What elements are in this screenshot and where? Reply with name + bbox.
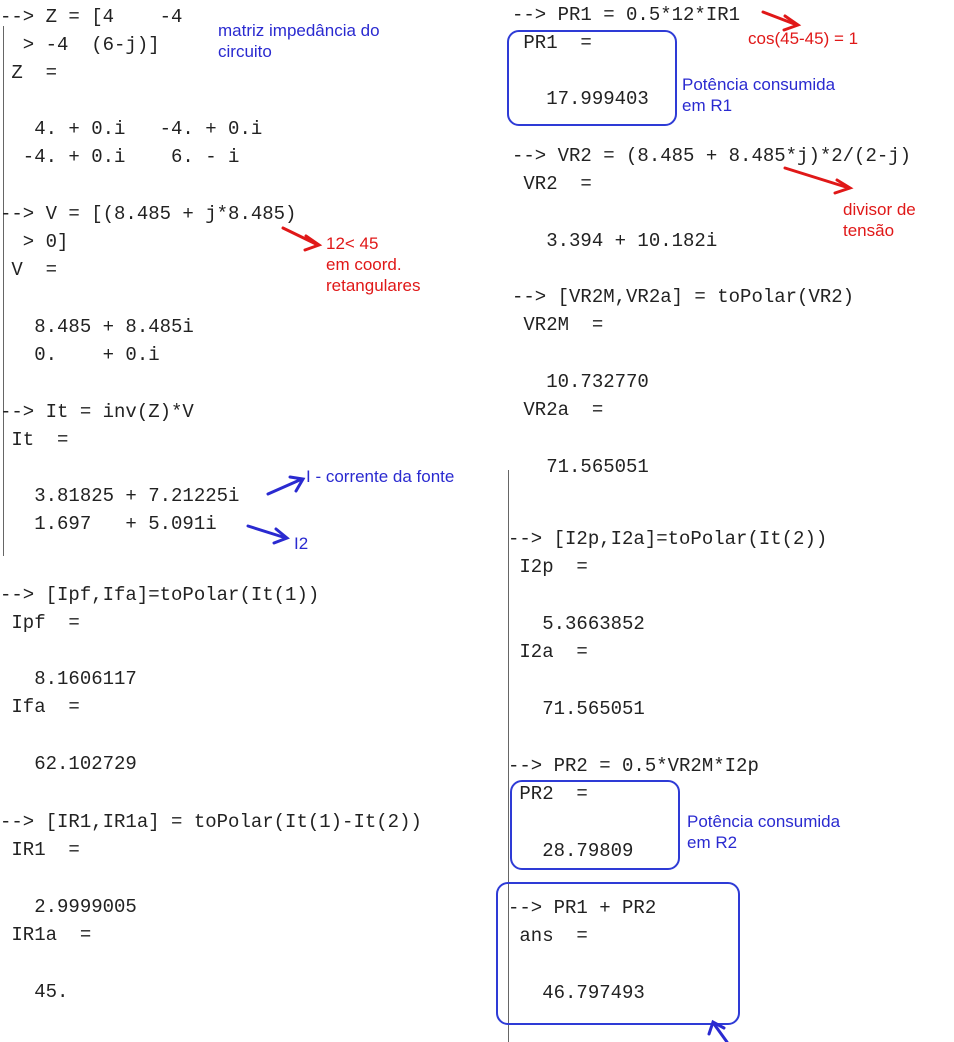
vr2-label: VR2 =: [512, 173, 592, 195]
it-row-2: 1.697 + 5.091i: [0, 513, 217, 535]
v-row-1: 8.485 + 8.485i: [0, 316, 194, 338]
pr1-label: PR1 =: [512, 32, 592, 54]
ans-command: --> PR1 + PR2: [508, 897, 657, 919]
ifa-value: 62.102729: [0, 753, 137, 775]
pr1-command: --> PR1 = 0.5*12*IR1: [512, 4, 741, 26]
v-command-line2: > 0]: [0, 231, 69, 253]
arrow-divisor-icon: [785, 168, 850, 193]
pr2-value: 28.79809: [508, 840, 634, 862]
note-i2: I2: [294, 534, 309, 553]
vr2a-value: 71.565051: [512, 456, 649, 478]
i2p-command: --> [I2p,I2a]=toPolar(It(2)): [508, 528, 828, 550]
v-label: V =: [0, 259, 58, 281]
vr2m-command: --> [VR2M,VR2a] = toPolar(VR2): [512, 286, 855, 308]
arrow-ans-icon: [709, 1022, 727, 1042]
v-row-2: 0. + 0.i: [0, 344, 160, 366]
note-corrente-fonte: I - corrente da fonte: [306, 467, 455, 486]
arrow-coord-icon: [283, 228, 319, 250]
pr1-value: 17.999403: [512, 88, 649, 110]
it-label: It =: [0, 429, 69, 451]
ir1a-value: 45.: [0, 981, 69, 1003]
ir1-command: --> [IR1,IR1a] = toPolar(It(1)-It(2)): [0, 811, 422, 833]
note-matriz-impedancia: matriz impedância do circuito: [218, 21, 380, 61]
v-command-line1: --> V = [(8.485 + j*8.485): [0, 203, 297, 225]
ipf-command: --> [Ipf,Ifa]=toPolar(It(1)): [0, 584, 320, 606]
note-cos: cos(45-45) = 1: [748, 29, 859, 48]
arrow-cos-icon: [763, 12, 798, 30]
ir1-value: 2.9999005: [0, 896, 137, 918]
vr2m-value: 10.732770: [512, 371, 649, 393]
z-command-line2: > -4 (6-j)]: [0, 34, 160, 56]
it-row-1: 3.81825 + 7.21225i: [0, 485, 240, 507]
ans-label: ans =: [508, 925, 588, 947]
ifa-label: Ifa =: [0, 696, 80, 718]
z-row-1: 4. + 0.i -4. + 0.i: [0, 118, 263, 140]
arrow-corrente-icon: [268, 477, 303, 494]
pr2-command: --> PR2 = 0.5*VR2M*I2p: [508, 755, 759, 777]
it-command: --> It = inv(Z)*V: [0, 401, 194, 423]
ipf-label: Ipf =: [0, 612, 80, 634]
z-command-line1: --> Z = [4 -4: [0, 6, 183, 28]
vr2a-label: VR2a =: [512, 399, 604, 421]
vr2-command: --> VR2 = (8.485 + 8.485*j)*2/(2-j): [512, 145, 912, 167]
ipf-value: 8.1606117: [0, 668, 137, 690]
ir1a-label: IR1a =: [0, 924, 92, 946]
pr2-label: PR2 =: [508, 783, 588, 805]
z-label: Z =: [0, 62, 58, 84]
arrow-i2-icon: [248, 526, 287, 543]
i2a-label: I2a =: [508, 641, 588, 663]
note-potencia-r1: Potência consumida em R1: [682, 75, 836, 115]
vr2-value: 3.394 + 10.182i: [512, 230, 718, 252]
z-row-2: -4. + 0.i 6. - i: [0, 146, 240, 168]
i2p-value: 5.3663852: [508, 613, 645, 635]
note-divisor-tensao: divisor de tensão: [843, 200, 916, 240]
ans-value: 46.797493: [508, 982, 645, 1004]
i2a-value: 71.565051: [508, 698, 645, 720]
vr2m-label: VR2M =: [512, 314, 604, 336]
note-coord-retangulares: 12< 45 em coord. retangulares: [326, 234, 421, 295]
ir1-label: IR1 =: [0, 839, 80, 861]
i2p-label: I2p =: [508, 556, 588, 578]
note-potencia-r2: Potência consumida em R2: [687, 812, 841, 852]
